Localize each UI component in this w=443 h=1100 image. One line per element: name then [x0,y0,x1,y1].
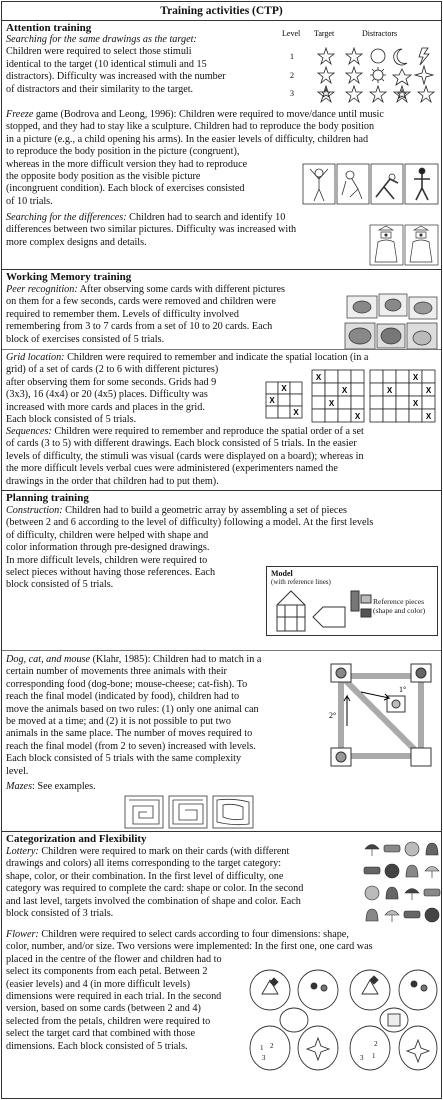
construction-line-1: Children had to build a geometric array by assembling a set of pieces [65,505,347,516]
lottery-line-2: drawings and colors) all items corresponding to the target category: [6,858,282,870]
ball-icon [425,908,439,922]
grid-cell [312,396,325,409]
flower-line-6: dimensions were required in each trial. In the second [6,991,222,1003]
grid-location-figure [264,368,440,432]
umbrella-icon [405,889,419,901]
sequences-line-5: drawings in the order that children had to put them). [6,475,219,487]
peer-recognition-figure [343,293,439,351]
ball-icon [385,864,399,878]
attention-heading: Attention training [6,22,92,34]
grid-mark: X [341,385,348,395]
sequences-name: Sequences: [6,426,52,437]
grid-mark: X [425,385,432,395]
grid-mark: X [412,372,419,382]
dcm-name: Dog, cat, and mouse [6,654,91,665]
peer-line-1: After observing some cards with different pictures [79,284,285,295]
sparkle-icon [307,1038,329,1060]
freeze-line-7: (incongruent condition). Each block of exercises consisted [6,183,245,195]
dcm-line-3: corresponding food (dog-bone; mouse-cheese; cat-fish). To [6,678,248,690]
grid-mark: X [293,408,299,417]
star-icon [346,48,362,64]
grid-line-1: Children were required to remember and indicate the spatial location (in a [67,352,369,363]
mazes-name: Mazes [6,781,33,792]
peer-line-5: block of exercises consisted of 5 trials. [6,333,165,345]
grid-cell [351,396,364,409]
level-2: 2 [290,71,294,80]
memory-grid-2 [312,370,364,422]
petal [250,970,290,1010]
pieces-sub: (shape and color) [373,606,426,615]
star-icon [370,86,386,102]
flower-line-9: select the target card that combined with those [6,1028,196,1040]
grid-name: Grid location: [6,352,65,363]
freeze-text: Freeze game (Bodrova and Leong, 1996): Children were required to move/dance until music stopped, and they had to stay like a sculpture. Children had to reproduce the body position in a picture (e.g., a child opening his arms). In the easier levels of difficulty, children had to reproduce the body position in the picture (congruent), whereas in the more difficult version they had to reproduce the opposite body position as the visible picture (incongruent condition). Each block of exercises consisted of 10 trials. [6,109,384,207]
freeze-line-4: to reproduce the body position in the picture (congruent), [6,146,240,158]
flower-line-3: placed in the centre of the flower and children had to [6,953,222,965]
level-1: 1 [290,52,294,61]
elephant-icon [349,328,371,344]
memory-grid-1 [266,382,302,418]
sequences-line-1: Children were required to remember and reproduce the spatial order of a set [54,426,364,437]
lottery-line-4: category was required to complete the card: shape or color. In the second [6,883,304,895]
dcm-line-8: reach the final model (from 2 to seven) increased with levels. [6,740,256,752]
construction-name: Construction: [6,505,63,516]
grid-cell [290,394,302,406]
ball-icon [365,886,379,900]
grid-cell [338,396,351,409]
peer-line-4: remembering from 3 to 7 cards from a set of 10 to 20 cards. Each [6,321,273,333]
maze-icon [129,800,159,824]
freeze-name: Freeze [6,109,34,120]
grid-mark: X [269,396,275,405]
star-icon [318,67,334,83]
grid-mark: X [425,411,432,421]
sun-icon [393,69,411,85]
dcm-line-10: level. [6,765,29,777]
shell-icon [386,887,398,899]
mazes-text [6,781,96,793]
grid-cell [370,370,383,383]
grid-cell [409,383,422,396]
petal [298,1026,338,1070]
flower-line-8: selected from the petals, children were required to [6,1015,211,1027]
differences-line-3: more complex designs and details. [6,236,147,248]
dcm-line-6: be moved at a time; and (2) it is not possible to put two [6,716,231,728]
dcm-line-5: move the animals based on two rules: (1) only one animal can [6,703,259,715]
col-level: Level [282,29,301,38]
training-activities-table [1,1,442,1099]
mazes-desc: : See examples. [32,781,96,792]
grid-cell [290,382,302,394]
grid-cell [266,382,278,394]
star-icon [346,67,362,83]
petal [350,970,390,1010]
construction-figure [266,566,438,636]
petal-number-5: 3 [360,1054,364,1062]
model-label: Model [271,569,293,578]
peer-line-3: required to remember them. Levels of difficulty involved [6,308,239,320]
same-drawings-line-1: Children were required to select those stimuli [6,46,192,58]
level-3: 3 [290,89,294,98]
sequences-line-4: the more difficult levels verbal cues were administered (experimenters named the [6,463,338,475]
mazes-figure [124,795,254,829]
sparkle-icon [407,1040,429,1062]
grid-mark: X [281,384,287,393]
grid-cell [422,370,435,383]
sequences-line-2: of cards (3 to 5) with different drawings. Each block consisted of 5 trials. In the easier [6,438,357,450]
petal [350,1026,390,1070]
dcm-line-9: Each block consisted of 5 trials with the same complexity [6,753,242,765]
shell-icon [406,865,418,877]
grid-cell [396,370,409,383]
col-distractors: Distractors [362,29,398,38]
freeze-figure [302,163,440,205]
step-1-label: 1° [399,685,407,694]
planning-section [2,490,441,505]
lightning-icon [419,48,429,65]
umbrella-icon [365,845,379,857]
dcm-line-7: animals in the same place. The number of moves required to [6,728,253,740]
grid-line-5: increased with more cards and places in the grid. [6,401,205,413]
same-drawings-name: Searching for the same drawings as the target [6,34,194,45]
dcm-line-1: Children had to match in a [153,654,262,665]
differences-line-2: differences between two similar pictures. Difficulty was increased with [6,224,297,236]
grid-line-6: Each block consisted of 5 trials. [6,414,137,426]
umbrella-icon [425,867,439,879]
petal-number-4: 2 [374,1040,378,1048]
divider [2,349,441,350]
car-icon [384,845,400,852]
flower-line-1: Children were required to select cards according to four dimensions: shape, [41,929,349,940]
grid-cell [409,409,422,422]
flower-line-7: version, based on some cards (between 2 and 4) [6,1003,201,1015]
sparkle-icon [415,66,433,84]
petal-number-3: 3 [262,1054,266,1062]
lottery-line-6: block consisted of 3 trials. [6,908,114,920]
mouse-icon [336,752,346,762]
flower-line-5: (easier levels) and 4 (in more difficult levels) [6,978,190,990]
grid-cell [396,383,409,396]
food-icon [392,700,400,708]
petal [298,970,338,1010]
petal [399,1026,437,1070]
construction-line-7: block consisted of 5 trials. [6,579,114,591]
grid-cell [383,396,396,409]
flower-centre [280,1008,308,1032]
construction-line-4: color information through pre-designed drawings. [6,542,210,554]
differences-name: Searching for the differences: [6,212,127,223]
car-icon [424,889,440,896]
peer-line-2: on them for a few seconds, cards were removed and children were [6,296,276,308]
grid-mark: X [386,385,393,395]
same-drawings-line-3: distractors). Difficulty was increased with the number [6,71,226,83]
lottery-line-1: Children were required to mark on their cards (with different [41,846,290,857]
diamond-icon [270,978,278,986]
same-drawings-line-2: identical to the target (10 identical stimuli and 15 [6,58,207,70]
grid-cell [383,370,396,383]
grid-cell [325,409,338,422]
freeze-citation: (Bodrova and Leong, 1996): [60,109,177,120]
dog-icon [336,668,346,678]
step-2-label: 2° [329,711,337,720]
lottery-name: Lottery: [6,846,39,857]
grid-cell [312,383,325,396]
grid-cell [266,406,278,418]
elephant-icon [381,328,401,344]
petal-number-1: 1 [260,1044,264,1052]
grid-cell [351,370,364,383]
divider [2,650,441,651]
lottery-line-5: and last level, targets involved the combination of shape and color. Each [6,895,301,907]
grid-cell [278,394,290,406]
freeze-line-3: in a picture (e.g., a child opening his arms). In the easier levels of difficulty, children had [6,133,369,145]
car-icon [404,911,420,918]
working-memory-section [2,269,441,284]
maze-icon [217,799,249,824]
construction-line-6: select pieces without having those references. Each [6,567,216,579]
lottery-figure [362,838,442,926]
star-icon [346,86,362,102]
grid-line-4: (3x3), 16 (4x4) or 20 (4x5) places. Difficulty was [6,389,208,401]
freeze-line-5: whereas in the more difficult version they had to reproduce [6,158,248,170]
same-drawings-text: Searching for the same drawings as the target: Children were required to select those stimuli identical to the target (10 identical stimuli and 15 distractors). Difficulty was increased with the number of distractors and their similarity to the target. [6,34,226,95]
grid-cell [325,383,338,396]
grid-line-2: grid) of a set of cards (2 to 6 with different pictures) [6,364,219,376]
arrow-piece-icon [313,607,345,627]
star-icon [318,48,334,64]
same-drawings-figure [274,26,438,106]
ball-icon [405,842,419,856]
peer-name: Peer recognition: [6,284,78,295]
grid-cell [370,383,383,396]
dcm-citation: (Klahr, 1985): [92,654,151,665]
cat-icon [416,668,426,678]
flower-line-2: color, number, and/or size. Two versions were implemented: In the first one, one card was [6,941,373,953]
grid-cell [278,406,290,418]
categorization-heading: Categorization and Flexibility [6,833,147,845]
grid-mark: X [412,398,419,408]
grid-cell [338,409,351,422]
car-icon [364,867,380,874]
grid-cell [338,370,351,383]
freeze-line-1: Children were required to move/dance until music [179,109,384,120]
dcm-line-2: certain number of movements three animals with their [6,666,227,678]
grid-cell [383,409,396,422]
petal-number-2: 2 [270,1042,274,1050]
grid-cell [396,409,409,422]
grid-cell [325,370,338,383]
working-memory-heading: Working Memory training [6,271,132,283]
grid-line-3: after observing them for some seconds. Grids had 9 [6,376,217,388]
construction-line-5: In more difficult levels, children were required to [6,554,208,566]
grid-cell [370,396,383,409]
moon-icon [394,49,407,65]
flower-line-10: dimensions. Each block consisted of 5 trials. [6,1040,188,1052]
sequences-line-3: levels of difficulty, the stimuli was visual (cards were displayed on a board); whereas in [6,450,364,462]
arrow-icon [344,696,350,726]
freeze-line-6: the opposite body position as the visible picture [6,171,201,183]
construction-line-3: of difficulty, children were helped with shape and [6,529,209,541]
flower-name: Flower: [6,929,39,940]
circle-icon [371,49,385,63]
sequences-text [6,426,437,488]
differences-figure [369,224,439,266]
petal-number-6: 1 [372,1052,376,1060]
petal [399,970,437,1010]
grid-cell [312,409,325,422]
grid-cell [351,383,364,396]
grid-cell [396,396,409,409]
lottery-line-3: shape, color, or their combination. In the first level of difficulty, one [6,870,284,882]
dog-cat-mouse-figure [327,658,439,768]
memory-grid-3 [370,370,435,422]
freeze-line-2: stopped, and they had to stay like a sculpture. Children had to reproduce the body position [6,121,375,133]
construction-line-2: (between 2 and 6 according to the level of difficulty) following a model. At the first levels [6,517,374,529]
grid-mark: X [315,372,322,382]
pieces-label: Reference pieces [373,597,425,606]
house-model-icon [277,591,305,631]
col-target: Target [314,29,335,38]
grid-mark: X [354,411,361,421]
same-drawings-line-4: of distractors and their similarity to the target. [6,83,194,95]
differences-line-1: Children had to search and identify 10 [129,212,286,223]
grid-cell [422,396,435,409]
model-sub: (with reference lines) [271,578,331,586]
grid-mark: X [328,398,335,408]
duck-icon [413,331,431,345]
flower-figure [234,966,438,1074]
maze-icon [173,800,203,824]
shell-icon [426,843,438,855]
star-icon [418,86,434,102]
umbrella-icon [385,911,399,923]
sun-icon [373,70,383,80]
flower-line-4: select its components from each petal. Between 2 [6,966,208,978]
table-title: Training activities (CTP) [2,2,441,21]
freeze-line-8: of 10 trials. [6,195,53,207]
shell-icon [366,909,378,921]
star-icon [394,86,410,102]
dcm-line-4: reach the final model (indicated by food), children had to [6,691,240,703]
planning-heading: Planning training [6,492,89,504]
grid-cell [370,409,383,422]
